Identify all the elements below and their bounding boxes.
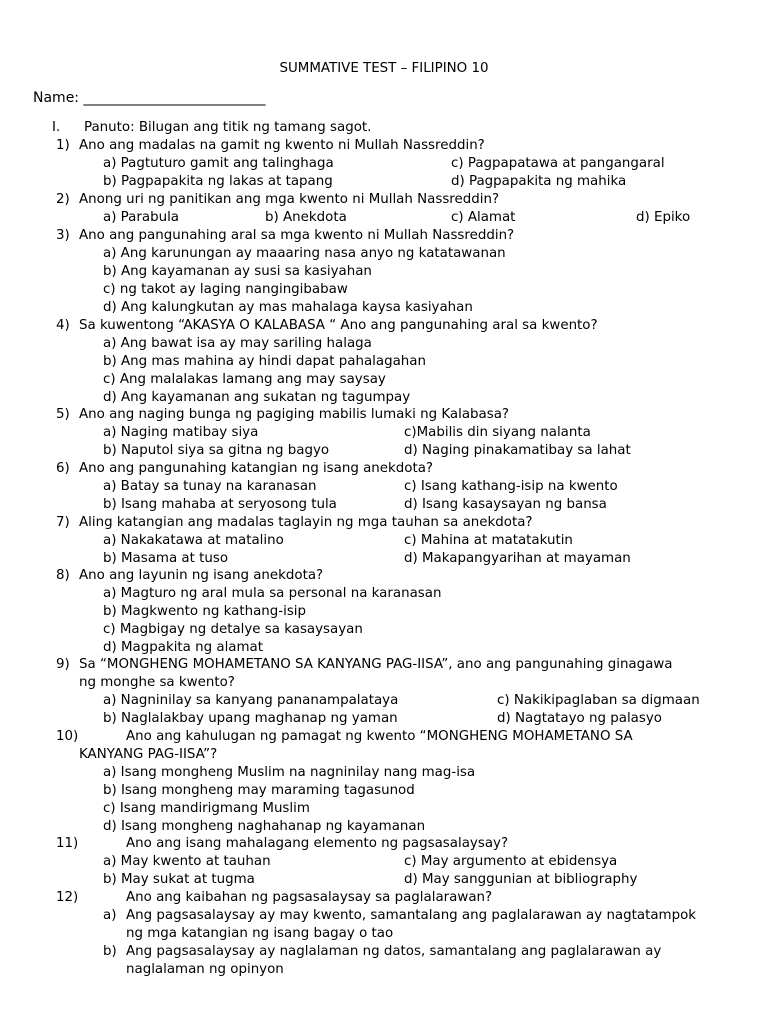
question-number: 9): [56, 657, 70, 672]
choice-d[interactable]: d) Pagpapakita ng mahika: [451, 174, 627, 189]
question-number: 7): [56, 515, 70, 530]
choice-a[interactable]: a) Naging matibay siya: [103, 425, 259, 440]
choice-d[interactable]: d) Ang kayamanan ang sukatan ng tagumpay: [103, 390, 411, 405]
choice-b[interactable]: b) Masama at tuso: [103, 551, 229, 566]
choice-b[interactable]: b) Ang mas mahina ay hindi dapat pahalagahan: [103, 354, 426, 369]
section-instruction: Panuto: Bilugan ang titik ng tamang sagot.: [84, 120, 372, 135]
choice-b-label[interactable]: b): [103, 944, 117, 959]
question-text: Ano ang pangunahing katangian ng isang anekdota?: [79, 461, 434, 476]
choice-d[interactable]: d) Naging pinakamatibay sa lahat: [404, 443, 631, 458]
choice-a-cont: ng mga katangian ng isang bagay o tao: [126, 926, 394, 941]
choice-c[interactable]: c) Ang malalakas lamang ang may saysay: [103, 372, 386, 387]
question-text-cont: KANYANG PAG-IISA”?: [79, 747, 218, 762]
question-number: 6): [56, 461, 70, 476]
question-number: 3): [56, 228, 70, 243]
choice-a-label[interactable]: a): [103, 908, 117, 923]
choice-c[interactable]: c) May argumento at ebidensya: [404, 854, 618, 869]
choice-c[interactable]: c) Isang kathang-isip na kwento: [404, 479, 618, 494]
choice-b[interactable]: b) Naglalakbay upang maghanap ng yaman: [103, 711, 398, 726]
question-text: Ano ang madalas na gamit ng kwento ni Mullah Nassreddin?: [79, 138, 485, 153]
choice-d[interactable]: d) Epiko: [636, 210, 691, 225]
question-number: 5): [56, 407, 70, 422]
choice-c[interactable]: c)Mabilis din siyang nalanta: [404, 425, 591, 440]
question-number: 12): [56, 890, 79, 905]
choice-c[interactable]: c) Alamat: [451, 210, 516, 225]
choice-a[interactable]: a) Ang karunungan ay maaaring nasa anyo ng katatawanan: [103, 246, 506, 261]
choice-a[interactable]: a) Isang mongheng Muslim na nagninilay nang mag-isa: [103, 765, 476, 780]
choice-a[interactable]: a) Batay sa tunay na karanasan: [103, 479, 317, 494]
question-text: Ano ang naging bunga ng pagiging mabilis lumaki ng Kalabasa?: [79, 407, 510, 422]
choice-c[interactable]: c) Magbigay ng detalye sa kasaysayan: [103, 622, 363, 637]
question-number: 2): [56, 192, 70, 207]
question-text: Ano ang kahulugan ng pamagat ng kwento “MONGHENG MOHAMETANO SA: [126, 729, 633, 744]
choice-d[interactable]: d) Isang mongheng naghahanap ng kayamanan: [103, 819, 426, 834]
page-title: SUMMATIVE TEST – FILIPINO 10: [279, 61, 489, 76]
question-text: Sa kuwentong “AKASYA O KALABASA “ Ano ang pangunahing aral sa kwento?: [79, 318, 598, 333]
question-text: Anong uri ng panitikan ang mga kwento ni Mullah Nassreddin?: [79, 192, 500, 207]
choice-d[interactable]: d) Isang kasaysayan ng bansa: [404, 497, 607, 512]
question-text: Aling katangian ang madalas taglayin ng mga tauhan sa anekdota?: [79, 515, 533, 530]
question-text: Sa “MONGHENG MOHAMETANO SA KANYANG PAG-IISA”, ano ang pangunahing ginagawa: [79, 657, 673, 672]
choice-c[interactable]: c) Nakikipaglaban sa digmaan: [497, 693, 700, 708]
question-number: 1): [56, 138, 70, 153]
choice-a[interactable]: a) Pagtuturo gamit ang talinghaga: [103, 156, 334, 171]
choice-c[interactable]: c) Mahina at matatakutin: [404, 533, 573, 548]
choice-a[interactable]: a) Ang bawat isa ay may sariling halaga: [103, 336, 372, 351]
question-text: Ano ang isang mahalagang elemento ng pagsasalaysay?: [126, 836, 509, 851]
choice-c[interactable]: c) Isang mandirigmang Muslim: [103, 801, 310, 816]
choice-b[interactable]: b) Ang kayamanan ay susi sa kasiyahan: [103, 264, 372, 279]
question-number: 10): [56, 729, 79, 744]
choice-b[interactable]: b) Pagpapakita ng lakas at tapang: [103, 174, 333, 189]
section-numeral: I.: [52, 120, 61, 135]
choice-d[interactable]: d) Makapangyarihan at mayaman: [404, 551, 631, 566]
choice-b[interactable]: b) Magkwento ng kathang-isip: [103, 604, 307, 619]
choice-b[interactable]: b) May sukat at tugma: [103, 872, 255, 887]
choice-a[interactable]: a) Parabula: [103, 210, 179, 225]
question-text: Ano ang pangunahing aral sa mga kwento ni Mullah Nassreddin?: [79, 228, 515, 243]
question-text: Ano ang kaibahan ng pagsasalaysay sa paglalarawan?: [126, 890, 493, 905]
choice-b-cont: naglalaman ng opinyon: [126, 962, 284, 977]
choice-a[interactable]: a) Magturo ng aral mula sa personal na karanasan: [103, 586, 442, 601]
choice-d[interactable]: d) Ang kalungkutan ay mas mahalaga kaysa kasiyahan: [103, 300, 473, 315]
question-text-cont: ng monghe sa kwento?: [79, 675, 235, 690]
choice-a[interactable]: a) May kwento at tauhan: [103, 854, 271, 869]
choice-b[interactable]: b) Isang mongheng may maraming tagasunod: [103, 783, 415, 798]
choice-b[interactable]: b) Isang mahaba at seryosong tula: [103, 497, 337, 512]
choice-a[interactable]: a) Nagninilay sa kanyang pananampalataya: [103, 693, 399, 708]
choice-d[interactable]: d) Nagtatayo ng palasyo: [497, 711, 662, 726]
choice-c[interactable]: c) Pagpapatawa at pangangaral: [451, 156, 665, 171]
question-number: 4): [56, 318, 70, 333]
choice-d[interactable]: d) Magpakita ng alamat: [103, 640, 264, 655]
choice-d[interactable]: d) May sanggunian at bibliography: [404, 872, 638, 887]
question-text: Ano ang layunin ng isang anekdota?: [79, 568, 324, 583]
choice-a[interactable]: a) Nakakatawa at matalino: [103, 533, 284, 548]
question-number: 11): [56, 836, 79, 851]
choice-b[interactable]: Ang pagsasalaysay ay naglalaman ng datos, samantalang ang paglalarawan ay: [126, 944, 662, 959]
choice-b[interactable]: b) Anekdota: [265, 210, 347, 225]
choice-a[interactable]: Ang pagsasalaysay ay may kwento, samantalang ang paglalarawan ay nagtatampok: [126, 908, 697, 923]
question-number: 8): [56, 568, 70, 583]
choice-b[interactable]: b) Naputol siya sa gitna ng bagyo: [103, 443, 330, 458]
name-field[interactable]: Name: __________________________: [33, 90, 266, 106]
choice-c[interactable]: c) ng takot ay laging nangingibabaw: [103, 282, 348, 297]
